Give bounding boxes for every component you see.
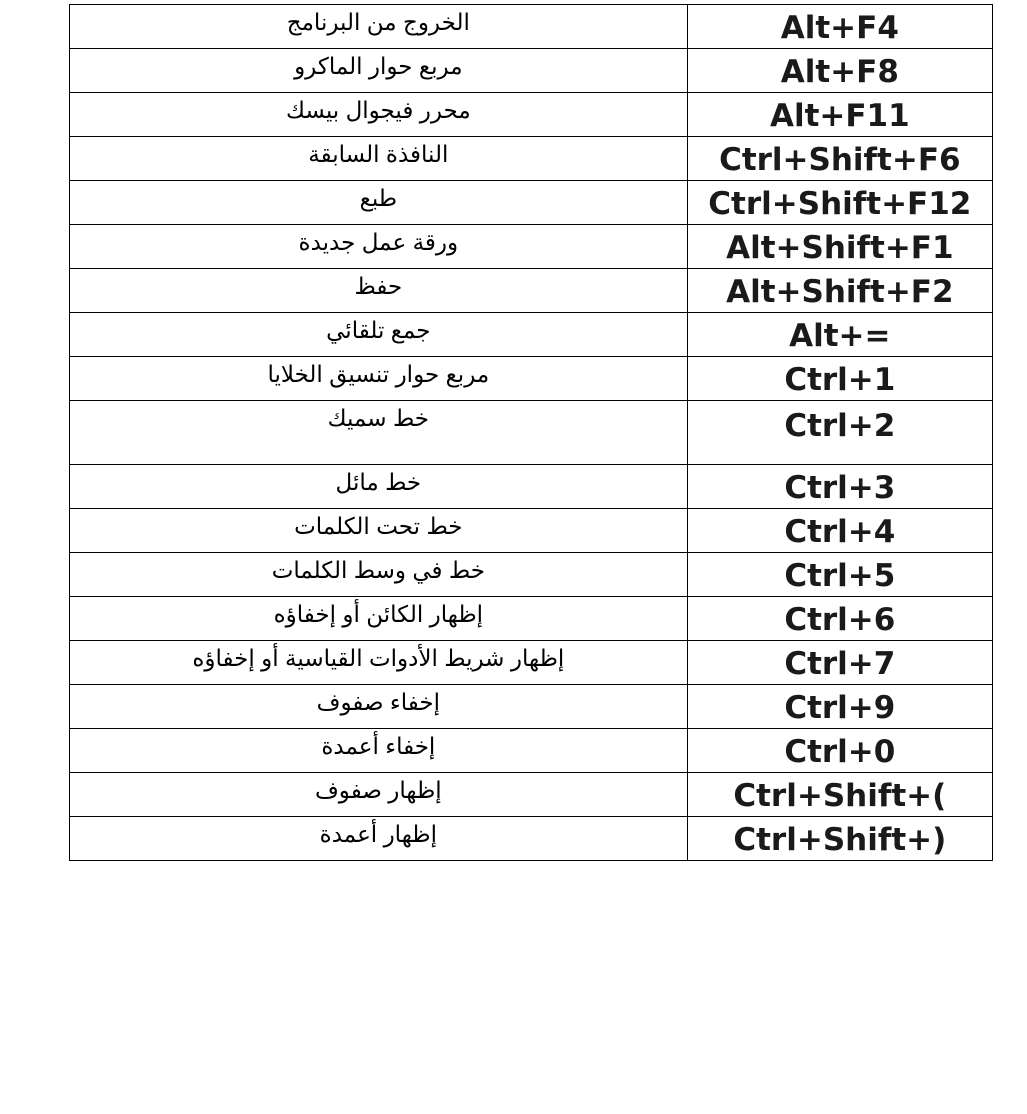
table-row xyxy=(70,357,993,401)
shortcut-description: إظهار صفوف xyxy=(70,773,688,817)
table-row xyxy=(70,181,993,225)
shortcut-keys: Ctrl+7 xyxy=(687,641,992,685)
shortcut-description: جمع تلقائي xyxy=(70,313,688,357)
table-row xyxy=(70,401,993,465)
table-row xyxy=(70,93,993,137)
shortcut-keys: Ctrl+Shift+F12 xyxy=(687,181,992,225)
shortcut-description: حفظ xyxy=(70,269,688,313)
shortcuts-table xyxy=(69,4,993,861)
shortcut-description: الخروج من البرنامج xyxy=(70,5,688,49)
table-row xyxy=(70,509,993,553)
shortcut-keys: Alt+F8 xyxy=(687,49,992,93)
shortcut-keys: Alt+F4 xyxy=(687,5,992,49)
shortcut-keys: Ctrl+1 xyxy=(687,357,992,401)
shortcut-description: خط سميك xyxy=(70,401,688,465)
shortcut-description: محرر فيجوال بيسك xyxy=(70,93,688,137)
table-row xyxy=(70,137,993,181)
shortcut-description: خط مائل xyxy=(70,465,688,509)
table-row xyxy=(70,553,993,597)
table-row xyxy=(70,465,993,509)
shortcut-keys: Ctrl+3 xyxy=(687,465,992,509)
shortcut-description: مربع حوار تنسيق الخلايا xyxy=(70,357,688,401)
table-row xyxy=(70,49,993,93)
shortcut-description: النافذة السابقة xyxy=(70,137,688,181)
shortcut-description: خط تحت الكلمات xyxy=(70,509,688,553)
table-row xyxy=(70,313,993,357)
shortcut-keys: Alt+= xyxy=(687,313,992,357)
shortcut-keys: Ctrl+Shift+( xyxy=(687,773,992,817)
table-row xyxy=(70,685,993,729)
shortcut-description: إظهار أعمدة xyxy=(70,817,688,861)
shortcut-keys: Ctrl+0 xyxy=(687,729,992,773)
shortcut-description: طبع xyxy=(70,181,688,225)
table-row xyxy=(70,773,993,817)
table-row xyxy=(70,5,993,49)
table-row xyxy=(70,597,993,641)
table-row xyxy=(70,729,993,773)
shortcut-keys: Ctrl+5 xyxy=(687,553,992,597)
table-row xyxy=(70,225,993,269)
table-row xyxy=(70,817,993,861)
shortcut-keys: Ctrl+Shift+) xyxy=(687,817,992,861)
shortcut-keys: Ctrl+6 xyxy=(687,597,992,641)
shortcut-keys: Ctrl+Shift+F6 xyxy=(687,137,992,181)
shortcut-keys: Ctrl+9 xyxy=(687,685,992,729)
table-row xyxy=(70,641,993,685)
shortcut-description: إظهار الكائن أو إخفاؤه xyxy=(70,597,688,641)
shortcut-keys: Alt+Shift+F1 xyxy=(687,225,992,269)
shortcut-description: خط في وسط الكلمات xyxy=(70,553,688,597)
shortcut-description: إخفاء صفوف xyxy=(70,685,688,729)
shortcut-keys: Alt+Shift+F2 xyxy=(687,269,992,313)
shortcut-keys: Ctrl+2 xyxy=(687,401,992,465)
shortcut-description: إظهار شريط الأدوات القياسية أو إخفاؤه xyxy=(70,641,688,685)
shortcut-description: ورقة عمل جديدة xyxy=(70,225,688,269)
table-row xyxy=(70,269,993,313)
shortcut-description: إخفاء أعمدة xyxy=(70,729,688,773)
shortcut-keys: Alt+F11 xyxy=(687,93,992,137)
shortcut-description: مربع حوار الماكرو xyxy=(70,49,688,93)
shortcut-keys: Ctrl+4 xyxy=(687,509,992,553)
